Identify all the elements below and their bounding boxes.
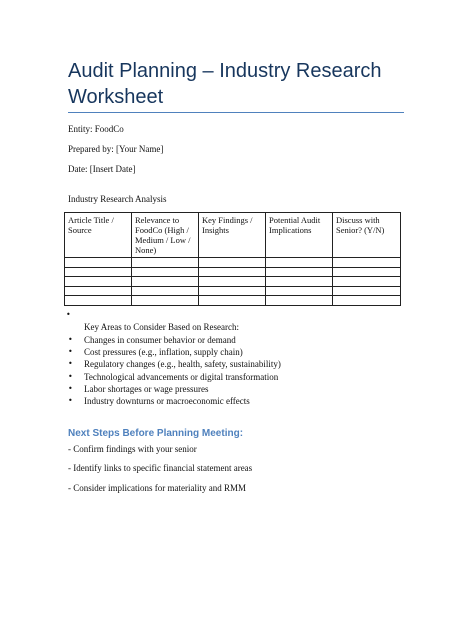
table-cell[interactable]: [65, 296, 132, 306]
list-item-text: Labor shortages or wage pressures: [84, 383, 209, 394]
table-cell[interactable]: [65, 286, 132, 296]
bullet-icon: •: [68, 395, 73, 405]
table-cell[interactable]: [65, 267, 132, 277]
table-cell[interactable]: [132, 267, 199, 277]
list-item: [66, 334, 281, 346]
list-item-text: Technological advancements or digital transformation: [84, 371, 279, 382]
research-table: [64, 212, 401, 306]
table-header-row: [65, 213, 401, 258]
table-cell[interactable]: [132, 286, 199, 296]
list-item-text: Industry downturns or macroeconomic effects: [84, 395, 250, 406]
next-step-item: - Consider implications for materiality and RMM: [68, 483, 246, 493]
table-cell[interactable]: [132, 258, 199, 268]
header-article-title: Article Title / Source: [65, 213, 132, 258]
prepared-by-line: Prepared by: [Your Name]: [68, 144, 164, 154]
bullet-icon: •: [68, 359, 73, 369]
bullet-icon: •: [68, 371, 73, 381]
key-areas-list: [66, 334, 281, 407]
list-item-text: Cost pressures (e.g., inflation, supply chain): [84, 347, 243, 358]
empty-bullet: •: [66, 310, 71, 319]
list-item: [66, 383, 281, 395]
table-cell[interactable]: [199, 277, 266, 287]
list-item: [66, 346, 281, 358]
document-title: Audit Planning – Industry Research Worksheet: [68, 60, 382, 108]
bullet-icon: •: [68, 335, 73, 344]
next-step-item: - Identify links to specific financial statement areas: [68, 463, 253, 473]
table-body: [65, 258, 401, 306]
header-key-findings: Key Findings / Insights: [199, 213, 266, 258]
table-cell[interactable]: [266, 267, 333, 277]
bullet-icon: •: [68, 383, 73, 393]
key-areas-heading: Key Areas to Consider Based on Research:: [84, 322, 239, 332]
entity-line: Entity: FoodCo: [68, 124, 124, 134]
table-cell[interactable]: [333, 258, 401, 268]
table-cell[interactable]: [333, 296, 401, 306]
table-cell[interactable]: [333, 286, 401, 296]
list-item: [66, 395, 281, 407]
table-row: [65, 296, 401, 306]
table-cell[interactable]: [199, 267, 266, 277]
table-cell[interactable]: [199, 286, 266, 296]
table-cell[interactable]: [333, 277, 401, 287]
table-row: [65, 267, 401, 277]
table-cell[interactable]: [65, 258, 132, 268]
date-line: Date: [Insert Date]: [68, 164, 136, 174]
title-underline: [68, 112, 404, 113]
table-row: [65, 258, 401, 268]
bullet-icon: •: [68, 347, 73, 357]
table-cell[interactable]: [266, 258, 333, 268]
header-discuss-senior: Discuss with Senior? (Y/N): [333, 213, 401, 258]
table-cell[interactable]: [266, 286, 333, 296]
list-item-text: Changes in consumer behavior or demand: [84, 335, 236, 345]
next-step-item: - Confirm findings with your senior: [68, 444, 197, 454]
next-steps-heading: Next Steps Before Planning Meeting:: [68, 428, 244, 439]
list-item-text: Regulatory changes (e.g., health, safety, sustainability): [84, 359, 281, 370]
table-cell[interactable]: [199, 258, 266, 268]
list-item: [66, 358, 281, 370]
table-cell[interactable]: [266, 277, 333, 287]
table-cell[interactable]: [65, 277, 132, 287]
table-row: [65, 277, 401, 287]
table-cell[interactable]: [132, 277, 199, 287]
table-cell[interactable]: [199, 296, 266, 306]
table-cell[interactable]: [132, 296, 199, 306]
table-cell[interactable]: [333, 267, 401, 277]
list-item: [66, 371, 281, 383]
table-row: [65, 286, 401, 296]
header-audit-implications: Potential Audit Implications: [266, 213, 333, 258]
header-relevance: Relevance to FoodCo (High / Medium / Low / None): [132, 213, 199, 258]
table-cell[interactable]: [266, 296, 333, 306]
section-label: Industry Research Analysis: [68, 194, 167, 204]
